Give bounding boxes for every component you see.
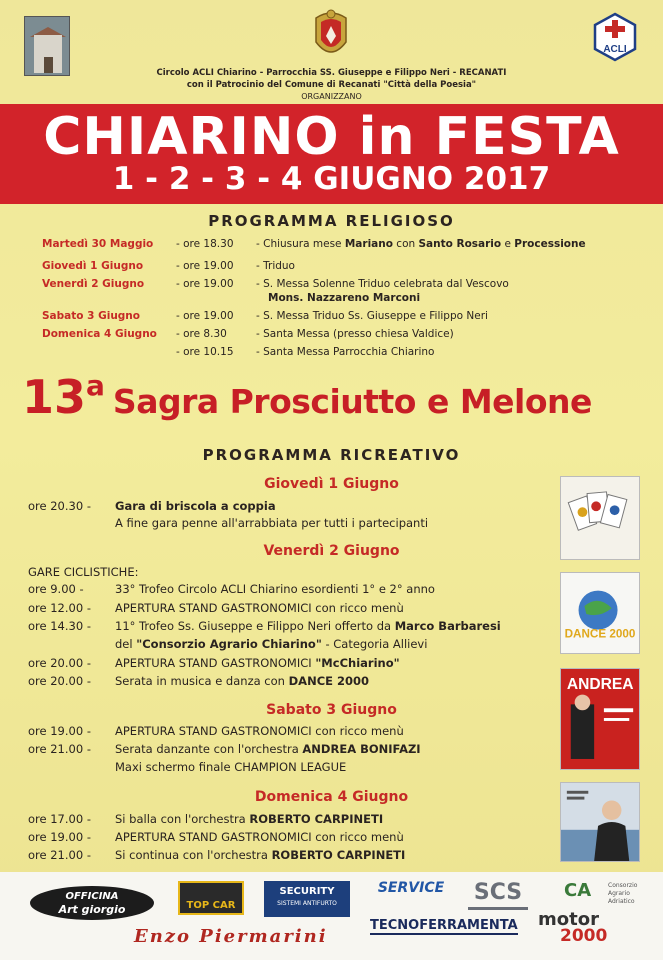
- sagra-title: [22, 370, 662, 424]
- day-heading-giovedi: Giovedì 1 Giugno: [264, 476, 399, 492]
- recreational-program-title: PROGRAMMA RICREATIVO: [202, 446, 461, 464]
- religious-time: - ore 10.15: [176, 346, 234, 358]
- roberto-carpineti-poster-image: [560, 782, 640, 862]
- religious-day: Giovedì 1 Giugno: [42, 260, 144, 272]
- recanati-crest-icon: [310, 8, 352, 64]
- religious-time: - ore 19.00: [176, 260, 234, 272]
- religious-desc: - Santa Messa Parrocchia Chiarino: [256, 346, 435, 358]
- religious-desc: - S. Messa Triduo Ss. Giuseppe e Filippo Neri: [256, 310, 488, 322]
- bishop-name: Mons. Nazzareno Marconi: [268, 292, 421, 304]
- sagra-superscript: a: [86, 369, 105, 402]
- day-heading-sabato: Sabato 3 Giugno: [266, 702, 397, 718]
- day-heading-venerdi: Venerdì 2 Giugno: [263, 543, 400, 559]
- sagra-name: Sagra Prosciutto e Melone: [112, 382, 592, 421]
- religious-desc: - Triduo: [256, 260, 295, 272]
- svg-text:ACLI: ACLI: [603, 44, 627, 55]
- sponsor-consorzio-agrario-logo: CA Consorzio Agrario Adriatico: [564, 880, 638, 905]
- organizer-line: Circolo ACLI Chiarino - Parrocchia SS. Giuseppe e Filippo Neri - RECANATI: [156, 68, 507, 78]
- religious-time: - ore 19.00: [176, 310, 234, 322]
- religious-time: - ore 18.30: [176, 238, 234, 250]
- svg-text:ANDREA: ANDREA: [566, 675, 634, 693]
- church-photo: [24, 16, 70, 76]
- event-dates: 1 - 2 - 3 - 4 GIUGNO 2017: [112, 161, 551, 197]
- religious-desc: - S. Messa Solenne Triduo celebrata dal Vescovo: [256, 278, 509, 290]
- sponsor-officina-logo: OFFICINA Art giorgio: [30, 886, 154, 920]
- religious-desc: - Santa Messa (presso chiesa Valdice): [256, 328, 454, 340]
- sponsor-security-logo: SECURITY SISTEMI ANTIFURTO: [264, 881, 350, 917]
- religious-day: Sabato 3 Giugno: [42, 310, 140, 322]
- sagra-number: 13: [22, 370, 87, 424]
- playing-cards-image: [560, 476, 640, 560]
- religious-day: Venerdì 2 Giugno: [42, 278, 145, 290]
- religious-day: Martedì 30 Maggio: [42, 238, 154, 250]
- andrea-bonifazi-poster-image: [560, 668, 640, 770]
- sponsor-motor-2000-logo: motor 2000: [538, 909, 608, 946]
- day-heading-domenica: Domenica 4 Giugno: [254, 789, 409, 805]
- main-title: CHIARINO in FESTA: [43, 107, 620, 167]
- sponsor-scs-logo: SCS: [468, 880, 528, 910]
- sponsor-tecnoferramenta-logo: TECNOFERRAMENTA: [370, 918, 518, 933]
- sponsor-topcar-logo: TOP CAR: [178, 881, 244, 915]
- acli-logo-icon: [592, 12, 638, 62]
- religious-desc: - Chiusura mese Mariano con Santo Rosario e Processione: [256, 238, 586, 250]
- sponsor-electronic-service-logo: SERVICE: [377, 880, 445, 896]
- organizzano-line: ORGANIZZANO: [301, 92, 362, 101]
- religious-time: - ore 19.00: [176, 278, 234, 290]
- cycling-races-label: GARE CICLISTICHE:: [28, 565, 139, 579]
- religious-day: Domenica 4 Giugno: [42, 328, 157, 340]
- patronage-line: con il Patrocinio del Comune di Recanati "Città della Poesia": [186, 80, 477, 90]
- dance-2000-logo-image: [560, 572, 640, 654]
- religious-program-title: PROGRAMMA RELIGIOSO: [208, 212, 455, 230]
- sponsor-enzo-piermarini-logo: Enzo Piermarini: [134, 926, 328, 947]
- religious-time: - ore 8.30: [176, 328, 227, 340]
- svg-text:DANCE 2000: DANCE 2000: [564, 627, 636, 641]
- festival-poster: ACLI Circolo ACLI Chiarino - Parrocchia SS. Giuseppe e Filippo Neri - RECANATI con il Patrocinio del Comune di Recanati "Città della Poesia" ORGANIZZANO CHIARINO in FESTA 1 - 2 - 3 - 4 GIUGNO 2017 PROGRAMMA RELIGIOSO Martedì 30 Maggio - ore 18.30 - Chiusura mese Mariano con Santo Rosario e Processione Giovedì 1 Giugno - ore 19.00 - Triduo Venerdì 2 Giugno - ore 19.00 - S. Messa Solenne Triduo celebrata dal Vescovo Mons. Nazzareno Marconi Sabato 3 Giugno - ore 19.00 - S. Messa Triduo Ss. Giuseppe e Filippo Neri Domenica 4 Giugno - ore 8.30 - Santa Messa (presso chiesa Valdice) - ore 10.15 - Santa Messa Parrocchia Chiarino 13a Sagra Prosciutto e Melone PROGRAMMA RICREATIVO Giovedì 1 Giugno ore 20.30 - Gara di briscola a coppia A fine gara penne all'arrabbiata per tutti i partecipanti Venerdì 2 Giugno GARE CICLISTICHE: ore 9.00 - 33° Trofeo Circolo ACLI Chiarino esordienti 1° e 2° anno ore 12.00 - APERTURA STAND GASTRONOMICI con ricco menù ore 14.30 - 11° Trofeo Ss. Giuseppe e Filippo Neri offerto da Marco Barbaresi del "Consorzio Agrario Chiarino" - Categoria Allievi ore 20.00 - APERTURA STAND GASTRONOMICI "McChiarino" ore 20.00 - Serata in musica e danza con DANCE 2000 Sabato 3 Giugno ore 19.00 - APERTURA STAND GASTRONOMICI con ricco menù ore 21.00 - Serata danzante con l'orchestra ANDREA BONIFAZI Maxi schermo finale CHAMPION LEAGUE Domenica 4 Giugno ore 17.00 - Si balla con l'orchestra ROBERTO CARPINETI ore 19.00 - APERTURA STAND GASTRONOMICI con ricco menù ore 21.00 - Si continua con l'orchestra ROBERTO CARPINETI DANCE 2000 ANDREA OFFICINA Art giorgio TOP CAR SECURITY SISTEMI ANTIFURTO SERVICE SCS CA Consorzio Agrario Adriatico Enzo Piermarini TECNOFERRAMENTA motor 2000: [0, 0, 663, 960]
